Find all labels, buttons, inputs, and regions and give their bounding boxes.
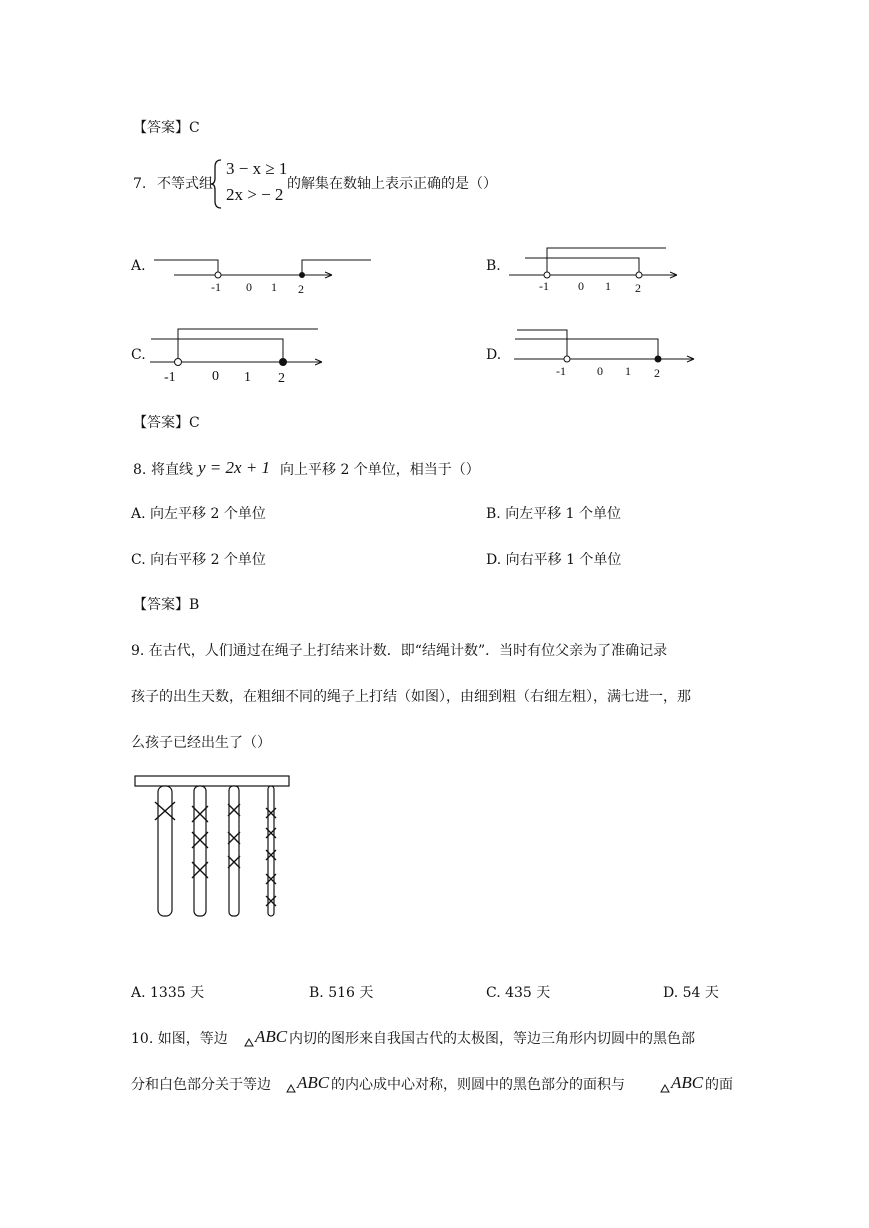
tick-label: 1 [625,364,631,378]
answer-6: 【答案】C [133,120,200,136]
q7-tail: 的解集在数轴上表示正确的是（） [287,176,497,192]
q7-option-d-number-line [512,322,702,384]
q7-option-b-letter: B. [486,258,501,274]
tick-label: 2 [635,281,641,295]
tick-label: -1 [556,364,566,378]
q8-lead: 将直线 [151,462,193,478]
triangle-symbol-icon [244,1038,254,1048]
q8-tail: 向上平移 2 个单位，相当于（） [280,462,480,478]
q9-option-b: B. 516 天 [309,985,374,1001]
q7-lead: 不等式组 [157,176,213,192]
answer-7: 【答案】C [133,415,200,431]
tick-label: 1 [244,370,251,385]
tick-label: 0 [246,280,252,294]
q10-triangle-name-2: ABC [297,1073,330,1092]
q10-line-1-start: 10. 如图，等边 [131,1031,228,1047]
q7-option-b-number-line [505,240,695,295]
q9-line-1: 9. 在古代，人们通过在绳子上打结来计数．即“结绳计数”．当时有位父亲为了准确记录 [131,643,668,659]
tick-label: 0 [597,364,603,378]
q10-triangle-name: ABC [255,1027,288,1046]
triangle-symbol-icon [660,1084,670,1094]
tick-label: 2 [278,371,285,386]
q8-number: 8. [133,462,147,478]
q8-formula: y = 2x + 1 [198,458,271,477]
tick-label: -1 [211,280,221,294]
q7-brace [210,158,224,210]
q7-inequality-2: 2x > − 2 [226,185,284,204]
q7-option-a-number-line [150,250,390,300]
q9-option-d: D. 54 天 [663,985,719,1001]
q9-line-3: 么孩子已经出生了（） [131,735,271,751]
q10-line-2-start: 分和白色部分关于等边 [131,1077,271,1093]
q7-option-d-letter: D. [486,347,502,363]
knotted-ropes-figure [133,772,293,922]
q8-option-c: C. 向右平移 2 个单位 [131,552,266,568]
tick-label: 0 [212,369,219,384]
tick-label: 2 [654,366,660,380]
answer-8: 【答案】B [133,597,200,613]
q9-option-a: A. 1335 天 [131,985,205,1001]
q10-triangle-name-3: ABC [671,1073,704,1092]
q10-line-2-end: 的面 [705,1077,733,1093]
q10-line-1-end: 内切的图形来自我国古代的太极图，等边三角形内切圆中的黑色部 [289,1031,695,1047]
q7-number: 7. [133,176,147,192]
q9-option-c: C. 435 天 [486,985,551,1001]
q9-line-2: 孩子的出生天数，在粗细不同的绳子上打结（如图），由细到粗（右细左粗），满七进一，那 [131,689,691,705]
q10-line-2-middle: 的内心成中心对称，则圆中的黑色部分的面积与 [331,1077,625,1093]
tick-label: 0 [578,279,584,293]
tick-label: 2 [298,282,304,296]
q8-option-b: B. 向左平移 1 个单位 [486,506,621,522]
tick-label: 1 [605,279,611,293]
q7-inequality-1: 3 − x ≥ 1 [226,159,288,178]
q7-option-c-number-line [148,322,338,387]
triangle-symbol-icon [286,1084,296,1094]
tick-label: -1 [539,279,549,293]
q8-option-a: A. 向左平移 2 个单位 [131,506,266,522]
tick-label: 1 [271,280,277,294]
q8-option-d: D. 向右平移 1 个单位 [486,552,622,568]
q7-option-c-letter: C. [131,347,146,363]
tick-label: -1 [164,370,176,385]
q7-option-a-letter: A. [131,258,146,274]
